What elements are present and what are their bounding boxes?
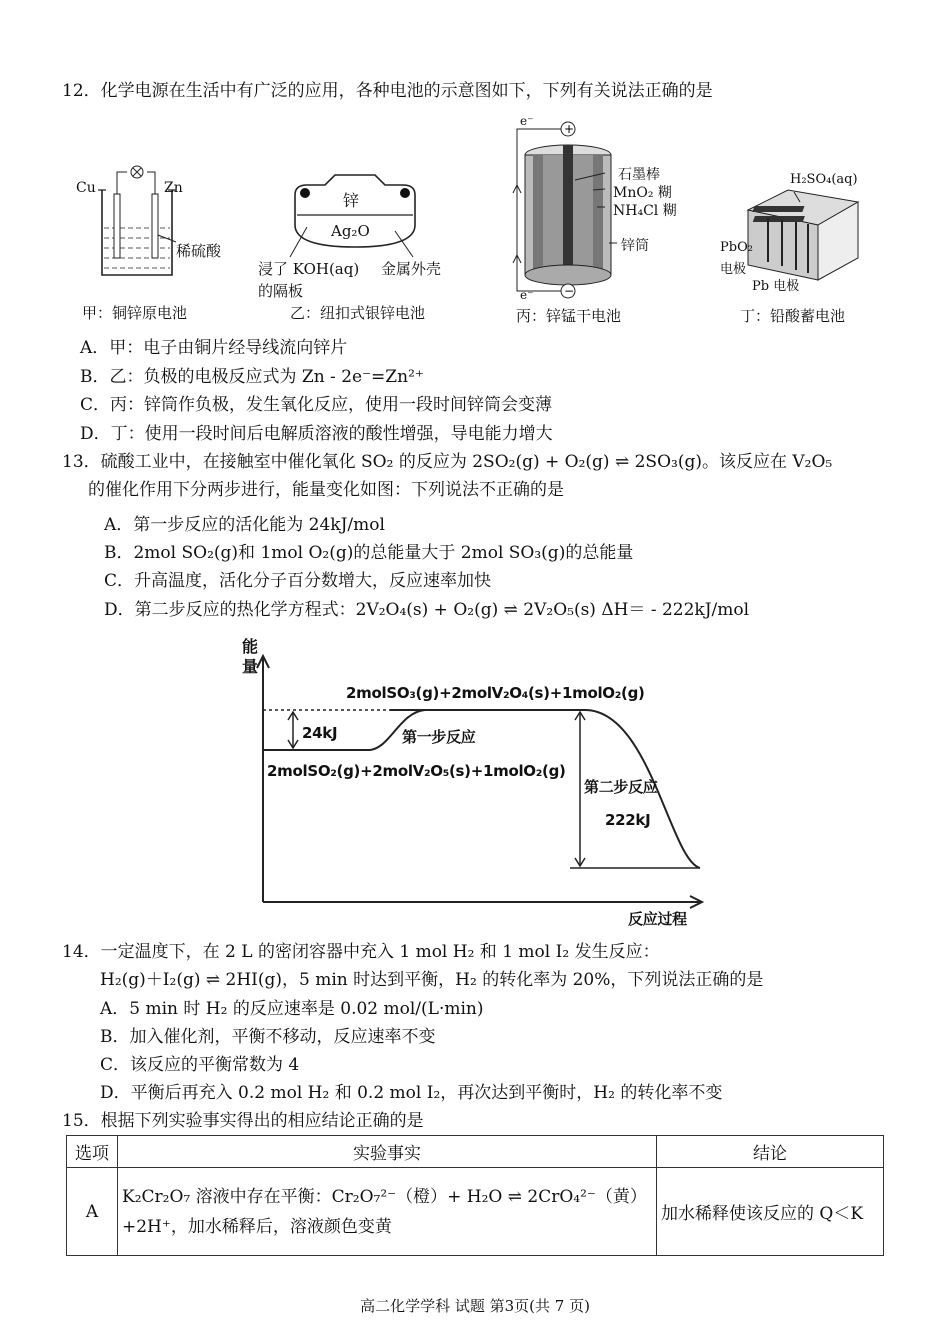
label-nh4cl-paste: NH₄Cl 糊	[613, 203, 677, 219]
level-reactants: 2molSO₂(g)+2molV₂O₅(s)+1molO₂(g)	[267, 762, 566, 780]
q12-option-c: C．丙：锌筒作负极，发生氧化反应，使用一段时间锌筒会变薄	[80, 395, 553, 415]
label-24kj: 24kJ	[302, 724, 338, 742]
label-graphite-rod: 石墨棒	[618, 167, 660, 183]
row-a-fact-line2: +2H⁺，加水稀释后，溶液颜色变黄	[122, 1216, 392, 1237]
level-products-step1: 2molSO₃(g)+2molV₂O₄(s)+1molO₂(g)	[346, 684, 645, 702]
q14-option-c: C．该反应的平衡常数为 4	[100, 1055, 300, 1075]
row-a-fact-line1: K₂Cr₂O₇ 溶液中存在平衡：Cr₂O₇²⁻（橙）+ H₂O ⇌ 2CrO₄²⁻（黄）	[122, 1186, 647, 1207]
energy-axis-label-1: 能	[242, 637, 258, 656]
q13-option-c: C．升高温度，活化分子百分数增大，反应速率加快	[104, 571, 492, 591]
q14-option-a: A．5 min 时 H₂ 的反应速率是 0.02 mol/(L·min)	[100, 999, 484, 1019]
caption-jia: 甲：铜锌原电池	[82, 304, 188, 322]
figure-cu-zn-cell	[72, 160, 242, 290]
label-cu: Cu	[76, 180, 96, 196]
q14-option-b: B．加入催化剂，平衡不移动，反应速率不变	[100, 1027, 436, 1047]
q13-option-a: A．第一步反应的活化能为 24kJ/mol	[104, 515, 385, 535]
energy-axis-label-2: 量	[242, 657, 258, 676]
q15-table	[66, 1135, 884, 1256]
page-footer: 高二化学学科 试题 第3页(共 7 页)	[360, 1297, 590, 1315]
q14-stem-line1: 14．一定温度下，在 2 L 的密闭容器中充入 1 mol H₂ 和 1 mol I₂ 发生反应：	[62, 942, 660, 962]
label-zinc: 锌	[343, 191, 360, 210]
label-ag2o: Ag₂O	[331, 222, 370, 240]
caption-bing: 丙：锌锰干电池	[516, 307, 622, 325]
label-electron-top: e⁻	[520, 114, 534, 128]
label-separator-2: 的隔板	[258, 282, 304, 300]
figure-lead-acid-battery	[738, 180, 868, 290]
label-electron-bottom: e⁻	[520, 288, 534, 302]
row-a-option: A	[67, 1168, 118, 1256]
x-axis-label: 反应过程	[628, 910, 687, 928]
label-h2so4: H₂SO₄(aq)	[790, 172, 858, 187]
label-step2: 第二步反应	[584, 778, 658, 796]
q12-option-a: A．甲：电子由铜片经导线流向锌片	[80, 338, 348, 358]
label-pbo2-electrode: 电极	[720, 262, 747, 277]
caption-yi: 乙：纽扣式银锌电池	[290, 304, 426, 322]
svg-text:−: −	[564, 284, 575, 298]
label-step1: 第一步反应	[402, 728, 476, 746]
label-zinc-can: 锌筒	[621, 238, 649, 254]
q13-stem-line1: 13．硫酸工业中，在接触室中催化氧化 SO₂ 的反应为 2SO₂(g) + O₂(g) ⇌ 2SO₃(g)。该反应在 V₂O₅	[62, 452, 833, 472]
q14-option-d: D．平衡后再充入 0.2 mol H₂ 和 0.2 mol I₂，再次达到平衡时，H₂ 的转化率不变	[100, 1083, 723, 1103]
q13-option-b: B．2mol SO₂(g)和 1mol O₂(g)的总能量大于 2mol SO₃(g)的总能量	[104, 543, 634, 563]
q13-stem-line2: 的催化作用下分两步进行，能量变化如图：下列说法不正确的是	[88, 480, 564, 500]
row-a-fact	[118, 1168, 657, 1256]
caption-ding: 丁：铅酸蓄电池	[740, 307, 846, 325]
label-pb-electrode: Pb 电极	[752, 279, 800, 294]
figure-button-cell	[285, 165, 425, 265]
q12-option-d: D．丁：使用一段时间后电解质溶液的酸性增强，导电能力增大	[80, 424, 553, 444]
label-mno2-paste: MnO₂ 糊	[613, 185, 672, 201]
label-pbo2: PbO₂	[720, 240, 753, 255]
q15-stem: 15．根据下列实验事实得出的相应结论正确的是	[62, 1111, 424, 1131]
q12-option-b: B．乙：负极的电极反应式为 Zn - 2e⁻=Zn²⁺	[80, 367, 424, 387]
q13-option-d: D．第二步反应的热化学方程式：2V₂O₄(s) + O₂(g) ⇌ 2V₂O₅(s) ΔH＝ - 222kJ/mol	[104, 600, 750, 620]
header-fact: 实验事实	[118, 1136, 657, 1168]
header-conclusion: 结论	[657, 1136, 884, 1168]
header-option: 选项	[67, 1136, 118, 1168]
q14-stem-line2: H₂(g)＋I₂(g) ⇌ 2HI(g)，5 min 时达到平衡，H₂ 的转化率为 20%，下列说法正确的是	[100, 970, 764, 990]
label-zn: Zn	[164, 180, 183, 196]
q12-stem: 12．化学电源在生活中有广泛的应用，各种电池的示意图如下，下列有关说法正确的是	[62, 81, 713, 101]
label-dilute-acid: 稀硫酸	[176, 242, 222, 260]
label-separator: 浸了 KOH(aq)	[258, 260, 360, 278]
svg-text:+: +	[564, 122, 575, 136]
label-metal-shell: 金属外壳	[381, 260, 442, 278]
row-a-conclusion: 加水稀释使该反应的 Q＜K	[657, 1168, 884, 1256]
label-222kj: 222kJ	[605, 811, 651, 829]
